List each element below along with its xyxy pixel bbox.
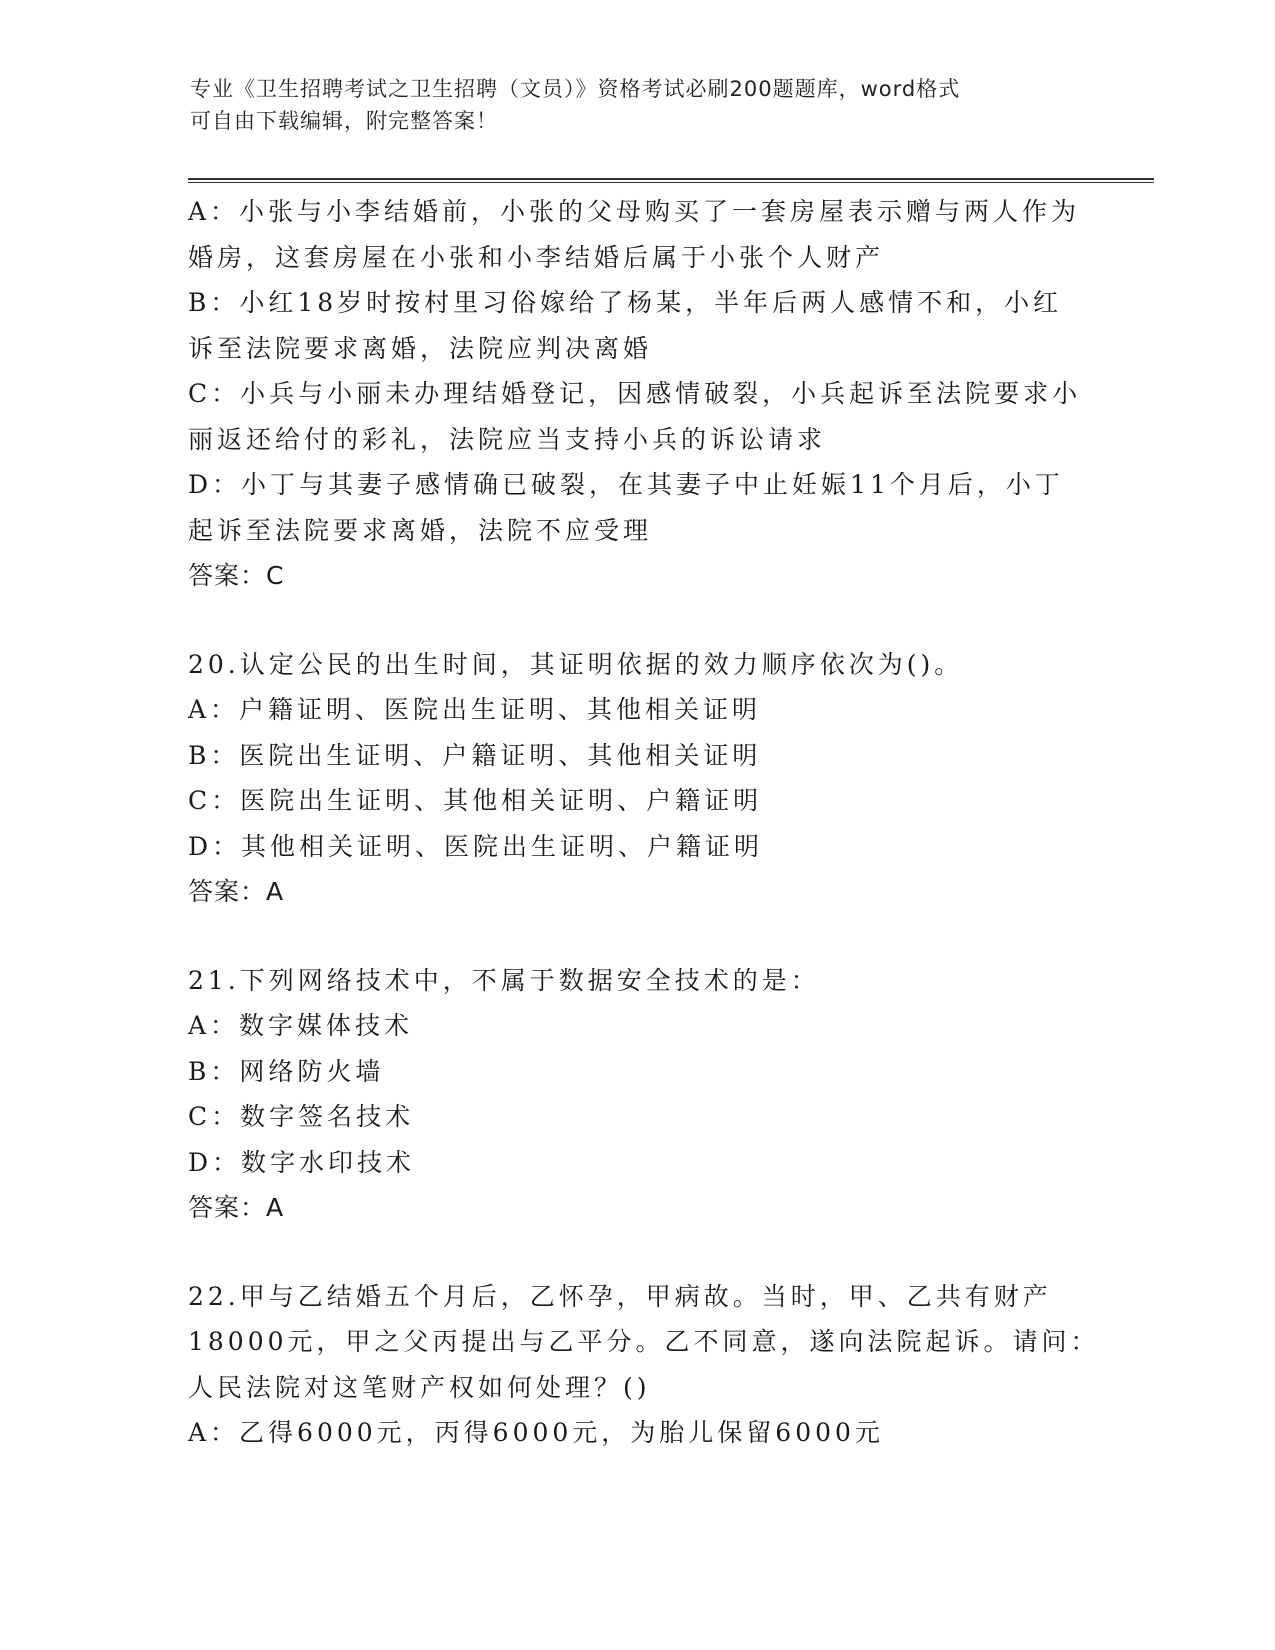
question-22-block: [188, 1274, 1100, 1456]
option-a-line-2: 婚房，这套房屋在小张和小李结婚后属于小张个人财产: [188, 242, 885, 272]
document-body: [188, 189, 1100, 1456]
option-b: B：网络防火墙: [188, 1056, 385, 1086]
option-d-line-2: 起诉至法院要求离婚，法院不应受理: [188, 515, 653, 545]
option-c-line-2: 丽返还给付的彩礼，法院应当支持小兵的诉讼请求: [188, 424, 827, 454]
header-title-line-1: 专业《卫生招聘考试之卫生招聘（文员）》资格考试必刷200题题库，word格式: [190, 77, 961, 101]
option-c: C：数字签名技术: [188, 1102, 415, 1131]
document-header: [190, 73, 1070, 137]
question-text: 20.认定公民的出生时间，其证明依据的效力顺序依次为()。: [188, 649, 964, 679]
section-gap: [188, 1231, 1088, 1274]
option-a: A：乙得6000元，丙得6000元，为胎儿保留6000元: [188, 1418, 884, 1447]
option-a-line-1: A：小张与小李结婚前，小张的父母购买了一套房屋表示赠与两人作为: [188, 197, 1081, 226]
section-gap: [188, 915, 1088, 958]
header-divider: [188, 178, 1154, 183]
header-title-line-2: 可自由下载编辑，附完整答案！: [190, 109, 498, 133]
question-text-line-3: 人民法院对这笔财产权如何处理？(): [188, 1372, 651, 1402]
option-a: A：数字媒体技术: [188, 1011, 414, 1040]
answer-text: 答案：A: [188, 1193, 285, 1222]
question-text-line-1: 22.甲与乙结婚五个月后，乙怀孕，甲病故。当时，甲、乙共有财产: [188, 1281, 1052, 1311]
question-text: 21.下列网络技术中，不属于数据安全技术的是：: [188, 965, 820, 995]
question-20-block: [188, 642, 1088, 915]
option-b: B：医院出生证明、户籍证明、其他相关证明: [188, 740, 762, 770]
question-text-line-2: 18000元，甲之父丙提出与乙平分。乙不同意，遂向法院起诉。请问：: [188, 1327, 1100, 1356]
question-21-block: [188, 958, 1088, 1231]
answer-text: 答案：A: [188, 877, 285, 906]
answer-text: 答案：C: [188, 561, 285, 590]
option-d: D：数字水印技术: [188, 1147, 416, 1177]
option-b-line-1: B：小红18岁时按村里习俗嫁给了杨某，半年后两人感情不和，小红: [188, 288, 1063, 317]
option-d: D：其他相关证明、医院出生证明、户籍证明: [188, 831, 764, 861]
option-c-line-1: C：小兵与小丽未办理结婚登记，因感情破裂，小兵起诉至法院要求小: [188, 379, 1082, 408]
option-a: A：户籍证明、医院出生证明、其他相关证明: [188, 695, 762, 724]
option-c: C：医院出生证明、其他相关证明、户籍证明: [188, 786, 763, 815]
option-b-line-2: 诉至法院要求离婚，法院应判决离婚: [188, 333, 653, 363]
question-19-block: [188, 189, 1088, 599]
section-gap: [188, 599, 1088, 642]
option-d-line-1: D：小丁与其妻子感情确已破裂，在其妻子中止妊娠11个月后，小丁: [188, 470, 1064, 499]
